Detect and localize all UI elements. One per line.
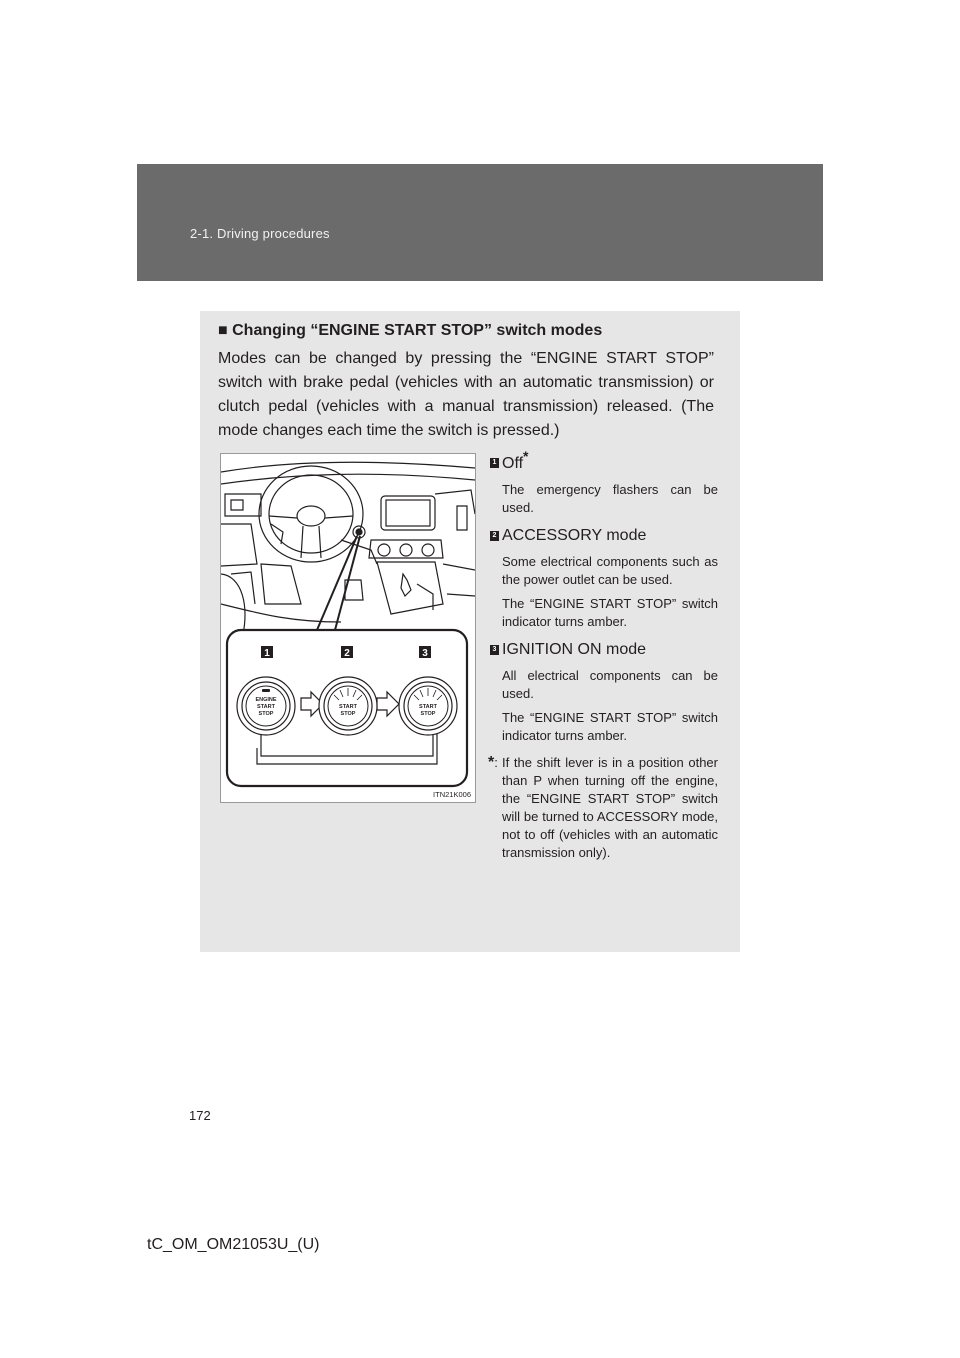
info-box: [200, 311, 740, 952]
footnote: *: If the shift lever is in a position other than P when turning off the engine, the “ENGINE START STOP” switch will be turned to ACCESSORY mode, not to off (vehicles with an automatic transmission only).: [488, 754, 718, 860]
dashboard-illustration: [220, 453, 476, 803]
svg-text:STOP: STOP: [420, 711, 436, 717]
svg-text:START: START: [419, 704, 437, 710]
figure-code: ITN21K006: [433, 790, 471, 799]
footnote-text: If the shift lever is in a position other than P when turning off the engine, the “ENGINE START STOP” switch will be turned to ACCESSORY mode, not to off (vehicles with an automatic transmission only).: [502, 755, 718, 860]
mode-list: [488, 448, 718, 862]
svg-text:STOP: STOP: [340, 711, 356, 717]
dashboard-drawing: [221, 462, 475, 644]
callout-pointer: [317, 536, 360, 630]
intro-paragraph: Modes can be changed by pressing the “ENGINE START STOP” switch with brake pedal (vehicles with an automatic transmission) or clutch pedal (vehicles with a manual transmission) released. (The mode changes each time the switch is pressed.): [218, 350, 714, 439]
page-number: 172: [189, 1108, 211, 1123]
svg-text:START: START: [339, 704, 357, 710]
svg-text:STOP: STOP: [258, 711, 274, 717]
mode-item-accessory: [490, 526, 718, 631]
mode-description: All electrical components can be used.: [502, 668, 718, 701]
mode-item-off: [490, 448, 718, 517]
mode-description: The emergency flashers can be used.: [502, 482, 718, 515]
engine-button-accessory: [319, 677, 377, 735]
section-header-bar: [137, 164, 823, 281]
mode-title: ACCESSORY mode: [502, 527, 647, 544]
svg-text:START: START: [257, 704, 275, 710]
engine-button-ignition-on: [399, 677, 457, 735]
mode-description: The “ENGINE START STOP” switch indicator turns amber.: [502, 710, 718, 743]
footnote-star: *: [488, 754, 495, 771]
document-code: tC_OM_OM21053U_(U): [147, 1236, 320, 1253]
mode-item-ignition-on: [490, 640, 718, 745]
mode-title: IGNITION ON mode: [502, 641, 647, 658]
mode-description: The “ENGINE START STOP” switch indicator turns amber.: [502, 596, 718, 629]
number-badge: 3: [490, 645, 499, 655]
section-label: 2-1. Driving procedures: [190, 226, 330, 241]
number-badge: 1: [490, 458, 499, 468]
box-heading: ■ Changing “ENGINE START STOP” switch modes: [218, 322, 603, 339]
svg-text:3: 3: [422, 648, 428, 659]
mode-description: Some electrical components such as the power outlet can be used.: [502, 554, 718, 587]
footnote-star: *: [523, 448, 529, 464]
svg-text:1: 1: [264, 648, 270, 659]
svg-text:ENGINE: ENGINE: [255, 697, 277, 703]
engine-button-off: [237, 677, 295, 735]
number-badge: 2: [490, 531, 499, 541]
mode-title: Off: [502, 455, 524, 472]
svg-text:2: 2: [344, 648, 350, 659]
